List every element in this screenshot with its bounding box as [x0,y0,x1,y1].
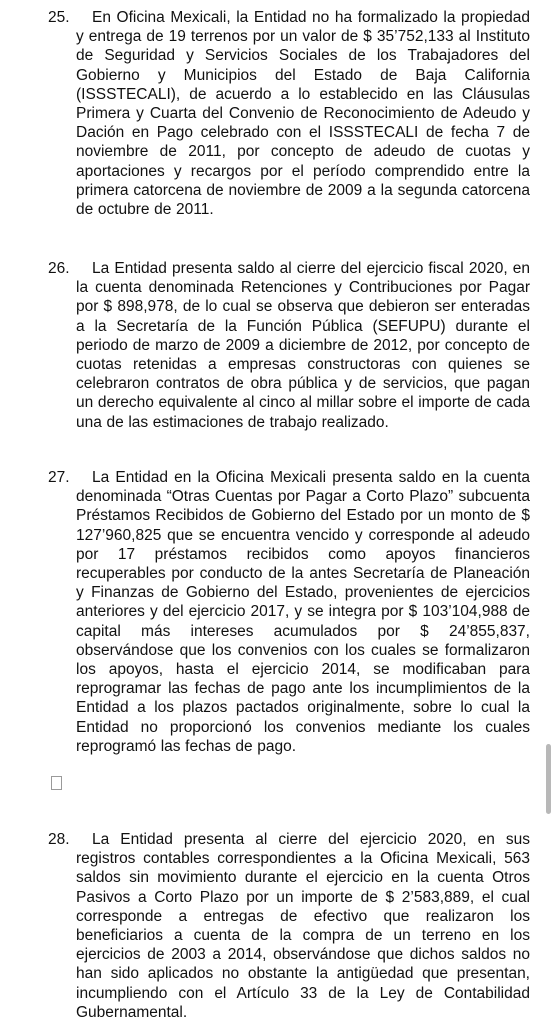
paragraph-26 [44,259,530,432]
paragraph-text: En Oficina Mexicali, la Entidad no ha formalizado la propiedad y entrega de 19 terrenos por un valor de $ 35’752,133 al Instituto de Seguridad y Servicios Sociales de los Trabajadores del Gobierno y Municipios del Estado de Baja California (ISSSTECALI), de acuerdo a lo establecido en las Cláusulas Primera y Cuarta del Convenio de Reconocimiento de Adeudo y Dación en Pago celebrado con el ISSSTECALI de fecha 7 de noviembre de 2011, por concepto de adeudo de cuotas y aportaciones y recargos por el período comprendido entre la primera catorcena de noviembre de 2009 a la segunda catorcena de octubre de 2011. [76,9,530,219]
paragraph-text: La Entidad presenta saldo al cierre del ejercicio fiscal 2020, en la cuenta denominada Retenciones y Contribuciones por Pagar por $ 898,978, de lo cual se observa que debieron ser enteradas a la Secretaría de la Función Pública (SEFUPU) durante el periodo de marzo de 2009 a diciembre de 2012, por concepto de cuotas retenidas a empresas constructoras con quienes se celebraron contratos de obra pública y de servicios, que pagan un derecho equivalente al cinco al millar sobre el importe de cada una de las estimaciones de trabajo realizado. [76,260,530,431]
scrollbar[interactable] [546,744,551,814]
paragraph-number: 28. [48,831,70,848]
paragraph-number: 26. [48,260,70,277]
paragraph-25 [44,8,530,219]
paragraph-text: La Entidad en la Oficina Mexicali presenta saldo en la cuenta denominada “Otras Cuentas por Pagar a Corto Plazo” subcuenta Préstamos Recibidos de Gobierno del Estado por un monto de $ 127’960,825 que se encuentra vencido y corresponde al adeudo por 17 préstamos recibidos como apoyos financieros recuperables por conducto de la antes Secretaría de Planeación y Finanzas de Gobierno del Estado, provenientes de ejercicios anteriores y del ejercicio 2017, y se integra por $ 103’104,988 de capital más intereses acumulados por $ 24’855,837, observándose que los convenios con los cuales se formalizaron los apoyos, hasta el ejercicio 2014, se modificaban para reprogramar las fechas de pago ante los incumplimientos de la Entidad a los plazos pactados originalmente, sobre lo cual la Entidad no proporcionó los convenios mediante los cuales reprogramó las fechas de pago. [76,469,530,755]
paragraph-28 [44,830,530,1022]
empty-box-icon [51,776,62,790]
paragraph-number: 27. [48,469,70,486]
paragraph-number: 25. [48,9,70,26]
paragraph-27 [44,468,530,756]
paragraph-text: La Entidad presenta al cierre del ejercicio 2020, en sus registros contables correspondientes a la Oficina Mexicali, 563 saldos sin movimiento durante el ejercicio en la cuenta Otros Pasivos a Corto Plazo por un importe de $ 2’583,889, el cual corresponde a entregas de efectivo que realizaron los beneficiarios a cuenta de la compra de un terreno en los ejercicios de 2003 a 2014, observándose que dichos saldos no han sido aplicados no obstante la antigüedad que presentan, incumpliendo con el Artículo 33 de la Ley de Contabilidad Gubernamental. [76,831,530,1021]
